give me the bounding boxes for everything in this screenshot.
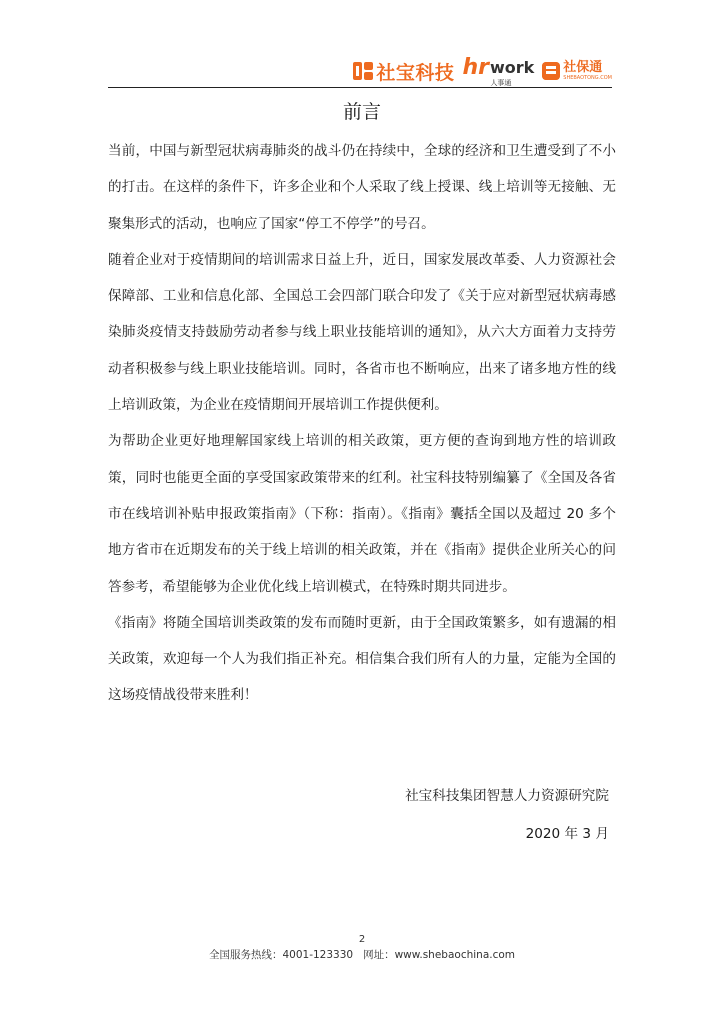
hrwork-subtitle: 人事通 — [490, 79, 512, 87]
shebao-tech-name: 社宝科技 — [376, 61, 455, 84]
logo-group — [352, 56, 612, 86]
shebaotong-logo — [542, 61, 612, 82]
hotline-label: 全国服务热线： — [208, 949, 283, 961]
page-number: 2 — [358, 934, 366, 945]
paragraph-3: 为帮助企业更好地理解国家线上培训的相关政策，更方便的查询到地方性的培训政策，同时也能更全面的享受国家政策带来的红利。社宝科技特别编纂了《全国及各省市在线培训补贴申报政策指南》（下称：指南）。《指南》囊括全国以及超过 20 多个地方省市在近期发布的关于线上培训的相关政策，并在《指南》提供企业所关心的问答参考，希望能够为企业优化线上培训模式，在特殊时期共同进步。 — [108, 433, 616, 595]
signature: 社宝科技集团智慧人力资源研究院 — [405, 788, 609, 804]
hrwork-work-text: work — [489, 58, 535, 77]
website-label: 网址： — [363, 949, 395, 961]
shebao-tech-logo — [352, 58, 454, 85]
page-footer — [0, 934, 724, 962]
page-title: 前言 — [342, 101, 381, 123]
paragraph-4: 《指南》将随全国培训类政策的发布而随时更新，由于全国政策繁多，如有遗漏的相关政策，欢迎每一个人为我们指正补充。相信集合我们所有人的力量，定能为全国的这场疫情战役带来胜利！ — [108, 614, 616, 704]
page-header — [108, 52, 612, 88]
preface-body — [108, 133, 616, 714]
date: 2020 年 3 月 — [525, 826, 609, 842]
hrwork-logo — [462, 56, 534, 86]
hrwork-hr-text: hr — [462, 55, 489, 80]
hotline-number: 4001-123330 — [282, 949, 354, 961]
paragraph-1: 当前，中国与新型冠状病毒肺炎的战斗仍在持续中，全球的经济和卫生遭受到了不小的打击。在这样的条件下，许多企业和个人采取了线上授课、线上培训等无接触、无聚集形式的活动，也响应了国家“停工不停学”的号召。 — [108, 143, 616, 232]
header-divider — [108, 87, 612, 88]
shebaotong-domain: SHEBAOTONG.COM — [563, 74, 612, 81]
footer-contact — [0, 947, 724, 962]
paragraph-2: 随着企业对于疫情期间的培训需求日益上升，近日，国家发展改革委、人力资源社会保障部、工业和信息化部、全国总工会四部门联合印发了《关于应对新型冠状病毒感染肺炎疫情支持鼓励劳动者参与线上职业技能培训的通知》，从六大方面着力支持劳动者积极参与线上职业技能培训。同时，各省市也不断响应，出来了诸多地方性的线上培训政策，为企业在疫情期间开展培训工作提供便利。 — [108, 251, 616, 414]
shebao-logo-icon — [352, 60, 374, 82]
website-url: www.shebaochina.com — [394, 949, 516, 961]
shebaotong-name: 社保通 — [563, 59, 603, 75]
shebaotong-logo-icon — [542, 62, 560, 80]
